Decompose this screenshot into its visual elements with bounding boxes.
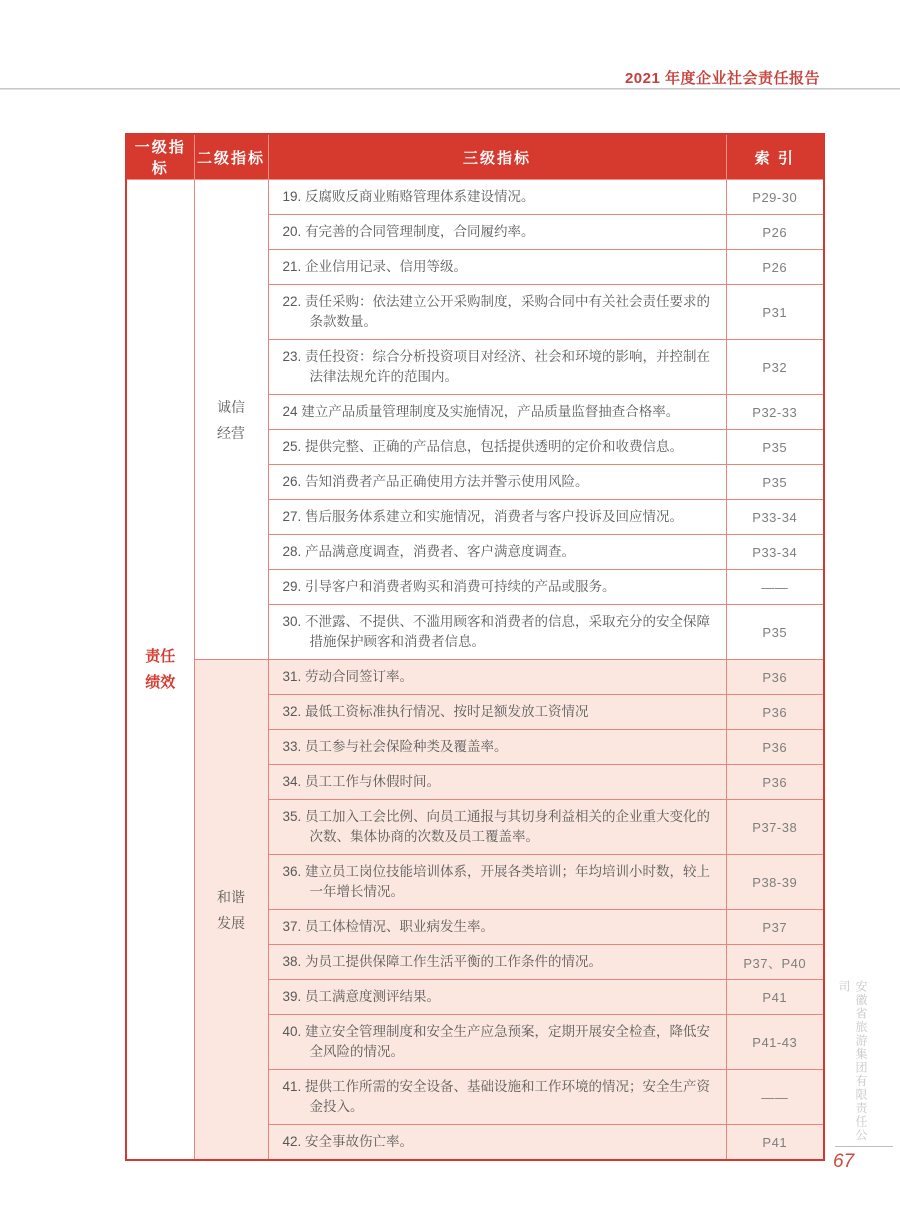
indicator-text-cell (268, 430, 726, 465)
indicator-text: 29. 引导客户和消费者购买和消费可持续的产品或服务。 (282, 579, 616, 594)
col-header-level2: 二级指标 (194, 134, 268, 180)
indicator-text-cell (268, 1125, 726, 1161)
index-cell: P32 (726, 340, 824, 395)
indicator-text-cell (268, 730, 726, 765)
level2-indicator-label: 和谐发展 (217, 888, 245, 931)
company-name-vertical: 安徽省旅游集团有限责任公司 (837, 980, 868, 1142)
indicator-text-cell (268, 500, 726, 535)
indicator-text-cell (268, 605, 726, 660)
indicator-text-cell (268, 465, 726, 500)
indicator-text-cell (268, 535, 726, 570)
index-cell: —— (726, 570, 824, 605)
indicator-text: 39. 员工满意度测评结果。 (282, 989, 441, 1004)
page-number: 67 (833, 1151, 855, 1172)
index-cell: P35 (726, 605, 824, 660)
indicator-text-cell (268, 980, 726, 1015)
col-header-index: 索 引 (726, 134, 824, 180)
indicator-text: 22. 责任采购：依法建立公开采购制度，采购合同中有关社会责任要求的条款数量。 (282, 294, 711, 329)
indicator-text: 32. 最低工资标准执行情况、按时足额发放工资情况 (282, 704, 589, 719)
col-header-level3: 三级指标 (268, 134, 726, 180)
indicator-text: 36. 建立员工岗位技能培训体系，开展各类培训；年均培训小时数，较上一年增长情况。 (282, 864, 711, 899)
index-cell: P26 (726, 215, 824, 250)
indicator-text: 23. 责任投资：综合分析投资项目对经济、社会和环境的影响，并控制在法律法规允许的范围内。 (282, 349, 711, 384)
indicator-text-cell (268, 800, 726, 855)
indicator-text: 25. 提供完整、正确的产品信息，包括提供透明的定价和收费信息。 (282, 439, 684, 454)
indicator-text-cell (268, 180, 726, 215)
indicator-text: 35. 员工加入工会比例、向员工通报与其切身利益相关的企业重大变化的次数、集体协商的次数及员工覆盖率。 (282, 809, 711, 844)
indicator-text: 27. 售后服务体系建立和实施情况，消费者与客户投诉及回应情况。 (282, 509, 684, 524)
index-cell: P38-39 (726, 855, 824, 910)
index-cell: P32-33 (726, 395, 824, 430)
indicator-text: 41. 提供工作所需的安全设备、基础设施和工作环境的情况；安全生产资金投入。 (282, 1079, 711, 1114)
indicator-text: 37. 员工体检情况、职业病发生率。 (282, 919, 495, 934)
indicator-text: 20. 有完善的合同管理制度，合同履约率。 (282, 224, 535, 239)
index-cell: P41 (726, 1125, 824, 1161)
indicator-text: 31. 劳动合同签订率。 (282, 669, 414, 684)
index-cell: P29-30 (726, 180, 824, 215)
indicator-text: 42. 安全事故伤亡率。 (282, 1134, 414, 1149)
indicator-text: 30. 不泄露、不提供、不滥用顾客和消费者的信息，采取充分的安全保障措施保护顾客和消费者信息。 (282, 614, 711, 649)
index-cell: P36 (726, 765, 824, 800)
page-number-divider (835, 1146, 893, 1147)
index-cell: P37-38 (726, 800, 824, 855)
indicator-text: 21. 企业信用记录、信用等级。 (282, 259, 468, 274)
level1-indicator-label: 责任绩效 (145, 647, 176, 691)
level2-indicator-cell (194, 660, 268, 1161)
indicator-text-cell (268, 285, 726, 340)
indicator-text-cell (268, 570, 726, 605)
indicator-text-cell (268, 1015, 726, 1070)
indicator-text-cell (268, 215, 726, 250)
index-cell: P37 (726, 910, 824, 945)
indicator-text-cell (268, 765, 726, 800)
indicator-text-cell (268, 250, 726, 285)
indicator-text-cell (268, 660, 726, 695)
indicator-text: 34. 员工工作与休假时间。 (282, 774, 441, 789)
level1-indicator-cell (126, 180, 194, 1161)
report-title: 2021 年度企业社会责任报告 (624, 70, 820, 87)
index-cell: P31 (726, 285, 824, 340)
indicator-text-cell (268, 945, 726, 980)
indicator-text: 28. 产品满意度调查，消费者、客户满意度调查。 (282, 544, 576, 559)
index-cell: P41 (726, 980, 824, 1015)
index-cell: P33-34 (726, 500, 824, 535)
table-row (126, 660, 824, 695)
indicator-text: 26. 告知消费者产品正确使用方法并警示使用风险。 (282, 474, 589, 489)
level2-indicator-label: 诚信经营 (217, 398, 245, 441)
index-cell: P41-43 (726, 1015, 824, 1070)
indicator-text-cell (268, 1070, 726, 1125)
index-cell: P26 (726, 250, 824, 285)
indicator-text-cell (268, 855, 726, 910)
table-header (126, 134, 824, 180)
table-body (126, 180, 824, 1161)
indicator-text: 19. 反腐败反商业贿赂管理体系建设情况。 (282, 189, 535, 204)
indicator-text-cell (268, 910, 726, 945)
header-divider (0, 88, 900, 90)
indicator-text: 24 建立产品质量管理制度及实施情况，产品质量监督抽查合格率。 (282, 404, 680, 419)
index-cell: P36 (726, 695, 824, 730)
indicator-text: 40. 建立安全管理制度和安全生产应急预案，定期开展安全检查，降低安全风险的情况。 (282, 1024, 711, 1059)
indicator-table (125, 133, 825, 1161)
col-header-level1: 一级指标 (126, 134, 194, 180)
indicator-text-cell (268, 395, 726, 430)
index-cell: P36 (726, 730, 824, 765)
index-cell: P36 (726, 660, 824, 695)
level2-indicator-cell (194, 180, 268, 660)
table-row (126, 180, 824, 215)
indicator-text: 33. 员工参与社会保险种类及覆盖率。 (282, 739, 508, 754)
index-cell: P35 (726, 465, 824, 500)
indicator-text-cell (268, 695, 726, 730)
index-cell: P37、P40 (726, 945, 824, 980)
index-cell: P35 (726, 430, 824, 465)
index-cell: P33-34 (726, 535, 824, 570)
indicator-text: 38. 为员工提供保障工作生活平衡的工作条件的情况。 (282, 954, 603, 969)
table-header-row (126, 134, 824, 180)
indicator-text-cell (268, 340, 726, 395)
index-cell: —— (726, 1070, 824, 1125)
